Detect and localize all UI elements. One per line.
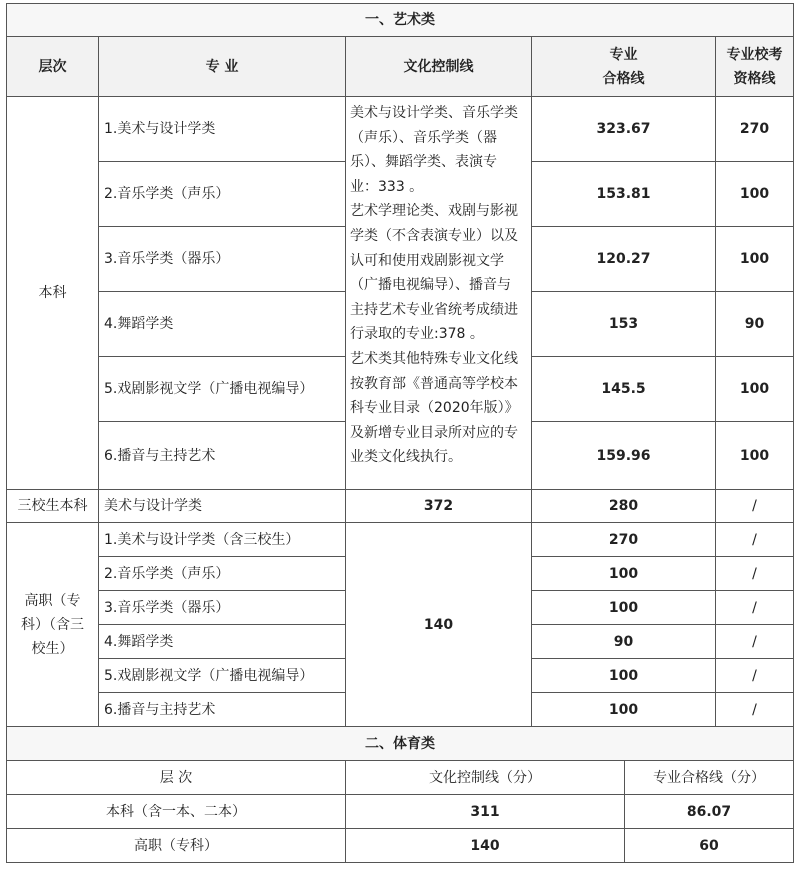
undergrad-major-4: 4.舞蹈学类 xyxy=(98,291,346,357)
level-vocational-line-2: 科）（含三 xyxy=(21,616,84,633)
section-title-art: 一、艺术类 xyxy=(6,3,794,37)
undergrad-major-pass-5: 145.5 xyxy=(531,356,716,422)
level-vocational-line-3: 校生） xyxy=(31,640,74,657)
culture-note-line: 按教育部《普通高等学校本 xyxy=(350,375,518,392)
undergrad-school-pass-5: 100 xyxy=(715,356,794,422)
level-vocational-line-1: 高职（专 xyxy=(24,592,81,609)
culture-note-line: 美术与设计学类、音乐学类 xyxy=(350,105,518,121)
sports-header-culture: 文化控制线（分） xyxy=(345,760,625,795)
culture-note-line: 科专业目录（2020年版）》 xyxy=(350,400,519,417)
undergrad-school-pass-6: 100 xyxy=(715,421,794,490)
undergrad-school-pass-2: 100 xyxy=(715,161,794,227)
level-three-school: 三校生本科 xyxy=(6,489,99,523)
header-school-exam-line-1: 专业校考 xyxy=(726,46,783,63)
three-school-culture: 372 xyxy=(345,489,532,523)
culture-note-line: 艺术类其他特殊专业文化线 xyxy=(350,350,518,367)
header-major-pass-line-2: 合格线 xyxy=(602,70,645,87)
undergrad-school-pass-3: 100 xyxy=(715,226,794,292)
undergrad-school-pass-1: 270 xyxy=(715,96,794,162)
header-major: 专 业 xyxy=(98,36,346,97)
culture-note-line: 行录取的专业:378 。 xyxy=(350,326,484,343)
undergrad-major-5: 5.戏剧影视文学（广播电视编导） xyxy=(98,356,346,422)
vocational-major-pass-4: 90 xyxy=(531,624,716,659)
sports-level-1: 本科（含一本、二本） xyxy=(6,794,346,829)
header-major-pass-line xyxy=(531,36,716,97)
undergrad-major-pass-3: 120.27 xyxy=(531,226,716,292)
culture-note-line: 业：333 。 xyxy=(350,178,424,195)
culture-note-line: 艺术学理论类、戏剧与影视 xyxy=(350,203,518,220)
three-school-major: 美术与设计学类 xyxy=(98,489,346,523)
vocational-major-pass-5: 100 xyxy=(531,658,716,693)
vocational-major-3: 3.音乐学类（器乐） xyxy=(98,590,346,625)
undergrad-major-6: 6.播音与主持艺术 xyxy=(98,421,346,490)
sports-major-pass-2: 60 xyxy=(624,828,794,863)
culture-note-line: 业类文化线执行。 xyxy=(350,449,462,466)
level-undergrad: 本科 xyxy=(6,96,99,490)
undergrad-major-2: 2.音乐学类（声乐） xyxy=(98,161,346,227)
header-culture-line: 文化控制线 xyxy=(345,36,532,97)
vocational-major-5: 5.戏剧影视文学（广播电视编导） xyxy=(98,658,346,693)
undergrad-culture-note xyxy=(345,96,532,490)
section-title-sports: 二、体育类 xyxy=(6,726,794,761)
vocational-major-1: 1.美术与设计学类（含三校生） xyxy=(98,522,346,557)
culture-note-line: （声乐）、音乐学类（器 xyxy=(350,129,497,146)
vocational-school-pass-1: / xyxy=(715,522,794,557)
vocational-school-pass-3: / xyxy=(715,590,794,625)
sports-header-level: 层 次 xyxy=(6,760,346,795)
vocational-school-pass-2: / xyxy=(715,556,794,591)
undergrad-major-pass-1: 323.67 xyxy=(531,96,716,162)
header-school-exam-line xyxy=(715,36,794,97)
vocational-school-pass-5: / xyxy=(715,658,794,693)
vocational-major-2: 2.音乐学类（声乐） xyxy=(98,556,346,591)
undergrad-major-1: 1.美术与设计学类 xyxy=(98,96,346,162)
undergrad-major-pass-4: 153 xyxy=(531,291,716,357)
vocational-major-pass-3: 100 xyxy=(531,590,716,625)
sports-header-major-pass: 专业合格线（分） xyxy=(624,760,794,795)
undergrad-major-pass-6: 159.96 xyxy=(531,421,716,490)
sports-major-pass-1: 86.07 xyxy=(624,794,794,829)
sports-level-2: 高职（专科） xyxy=(6,828,346,863)
header-major-pass-line-1: 专业 xyxy=(609,46,638,63)
three-school-major-pass: 280 xyxy=(531,489,716,523)
header-level: 层次 xyxy=(6,36,99,97)
vocational-school-pass-6: / xyxy=(715,692,794,727)
culture-note-line: 主持艺术专业省统考成绩进 xyxy=(350,301,518,318)
vocational-major-pass-1: 270 xyxy=(531,522,716,557)
culture-note-line: 乐）、舞蹈学类、表演专 xyxy=(350,154,497,171)
culture-note-line: 认可和使用戏剧影视文学 xyxy=(350,252,504,269)
culture-note-line: 及新增专业目录所对应的专 xyxy=(350,424,518,441)
level-vocational xyxy=(6,522,99,727)
header-school-exam-line-2: 资格线 xyxy=(733,70,776,87)
sports-culture-2: 140 xyxy=(345,828,625,863)
vocational-major-4: 4.舞蹈学类 xyxy=(98,624,346,659)
vocational-culture: 140 xyxy=(345,522,532,727)
undergrad-major-3: 3.音乐学类（器乐） xyxy=(98,226,346,292)
three-school-school-pass: / xyxy=(715,489,794,523)
undergrad-school-pass-4: 90 xyxy=(715,291,794,357)
culture-note-line: （广播电视编导）、播音与 xyxy=(350,277,511,294)
vocational-major-pass-6: 100 xyxy=(531,692,716,727)
culture-note-line: 学类（不含表演专业）以及 xyxy=(350,227,518,244)
vocational-major-6: 6.播音与主持艺术 xyxy=(98,692,346,727)
undergrad-major-pass-2: 153.81 xyxy=(531,161,716,227)
vocational-major-pass-2: 100 xyxy=(531,556,716,591)
sports-culture-1: 311 xyxy=(345,794,625,829)
vocational-school-pass-4: / xyxy=(715,624,794,659)
